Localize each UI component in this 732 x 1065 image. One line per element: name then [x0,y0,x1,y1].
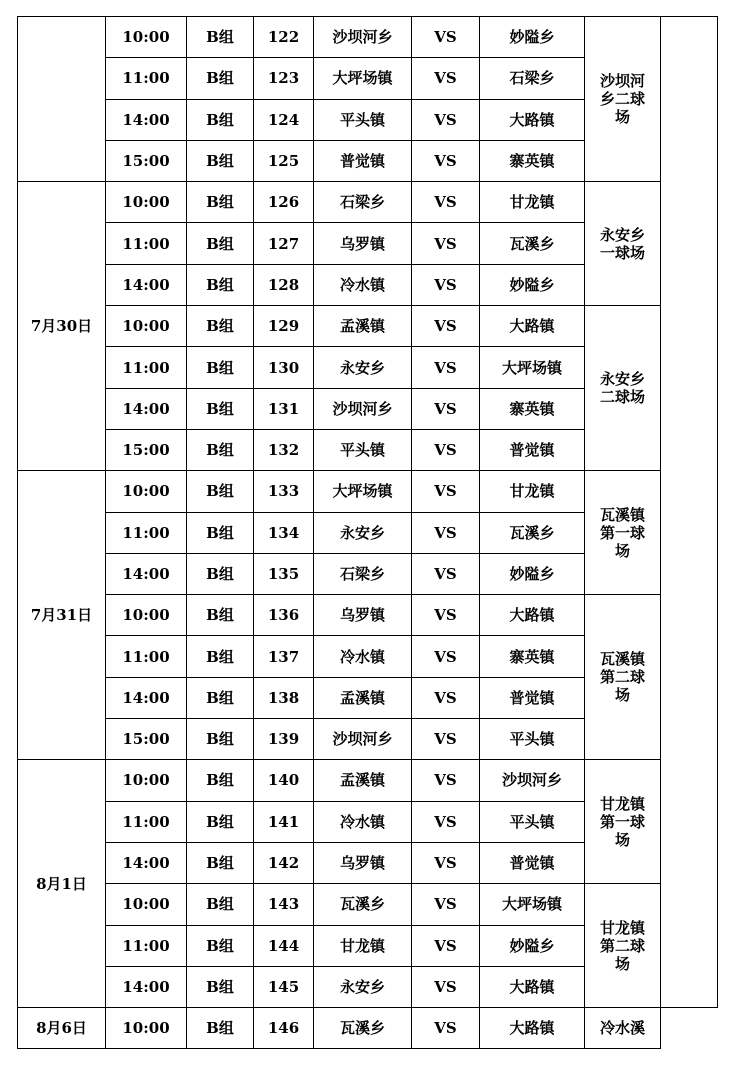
vs-label: VS [412,140,480,181]
match-number: 131 [254,388,314,429]
match-group: B组 [187,99,254,140]
match-number: 135 [254,553,314,594]
match-row [18,471,718,512]
match-time: 10:00 [106,595,187,636]
match-number: 130 [254,347,314,388]
vs-label: VS [412,512,480,553]
away-team: 大路镇 [480,595,585,636]
match-group: B组 [187,760,254,801]
home-team: 瓦溪乡 [314,884,412,925]
home-team: 平头镇 [314,429,412,470]
match-time: 10:00 [106,182,187,223]
match-time: 14:00 [106,553,187,594]
away-team: 大坪场镇 [480,884,585,925]
match-row [18,17,718,58]
match-time: 10:00 [106,471,187,512]
home-team: 石梁乡 [314,553,412,594]
match-group: B组 [187,347,254,388]
match-time: 11:00 [106,223,187,264]
match-row [18,760,718,801]
match-number: 144 [254,925,314,966]
match-time: 14:00 [106,99,187,140]
match-group: B组 [187,471,254,512]
match-group: B组 [187,182,254,223]
away-team: 普觉镇 [480,842,585,883]
match-number: 129 [254,306,314,347]
vs-label: VS [412,264,480,305]
home-team: 乌罗镇 [314,595,412,636]
away-team: 普觉镇 [480,677,585,718]
match-number: 143 [254,884,314,925]
vs-label: VS [412,636,480,677]
away-team: 妙隘乡 [480,925,585,966]
match-date: 8月6日 [18,1008,106,1049]
match-group: B组 [187,553,254,594]
home-team: 冷水镇 [314,264,412,305]
home-team: 永安乡 [314,512,412,553]
match-group: B组 [187,677,254,718]
vs-label: VS [412,925,480,966]
match-row [18,595,718,636]
match-time: 14:00 [106,842,187,883]
match-time: 14:00 [106,388,187,429]
match-date: 7月31日 [18,471,106,760]
home-team: 大坪场镇 [314,471,412,512]
venue-cell [585,306,661,471]
vs-label: VS [412,223,480,264]
vs-label: VS [412,677,480,718]
venue-cell [585,17,661,182]
match-date: 8月1日 [18,760,106,1008]
match-time: 11:00 [106,636,187,677]
match-number: 132 [254,429,314,470]
vs-label: VS [412,842,480,883]
match-group: B组 [187,595,254,636]
away-team: 普觉镇 [480,429,585,470]
away-team: 寨英镇 [480,388,585,429]
vs-label: VS [412,17,480,58]
match-group: B组 [187,719,254,760]
away-team: 妙隘乡 [480,17,585,58]
vs-label: VS [412,553,480,594]
vs-label: VS [412,347,480,388]
match-row [18,1008,718,1049]
home-team: 永安乡 [314,347,412,388]
match-time: 10:00 [106,306,187,347]
match-time: 15:00 [106,140,187,181]
vs-label: VS [412,1008,480,1049]
home-team: 石梁乡 [314,182,412,223]
match-number: 139 [254,719,314,760]
match-time: 14:00 [106,264,187,305]
home-team: 普觉镇 [314,140,412,181]
match-time: 15:00 [106,719,187,760]
vs-label: VS [412,99,480,140]
match-number: 138 [254,677,314,718]
away-team: 瓦溪乡 [480,512,585,553]
match-group: B组 [187,388,254,429]
away-team: 沙坝河乡 [480,760,585,801]
vs-label: VS [412,884,480,925]
vs-label: VS [412,471,480,512]
match-number: 125 [254,140,314,181]
away-team: 大路镇 [480,1008,585,1049]
home-team: 瓦溪乡 [314,1008,412,1049]
away-team: 平头镇 [480,801,585,842]
home-team: 大坪场镇 [314,58,412,99]
away-team: 大路镇 [480,99,585,140]
vs-label: VS [412,306,480,347]
vs-label: VS [412,719,480,760]
venue-name: 甘龙镇第一球场 [599,794,645,849]
venue-name: 瓦溪镇第一球场 [599,505,645,560]
match-time: 14:00 [106,677,187,718]
away-team: 石梁乡 [480,58,585,99]
vs-label: VS [412,760,480,801]
match-group: B组 [187,966,254,1007]
vs-label: VS [412,429,480,470]
match-number: 142 [254,842,314,883]
match-time: 14:00 [106,966,187,1007]
away-team: 大路镇 [480,306,585,347]
match-group: B组 [187,1008,254,1049]
venue-cell [585,471,661,595]
home-team: 沙坝河乡 [314,719,412,760]
match-group: B组 [187,512,254,553]
match-number: 124 [254,99,314,140]
match-group: B组 [187,223,254,264]
home-team: 乌罗镇 [314,842,412,883]
away-team: 大路镇 [480,966,585,1007]
match-time: 10:00 [106,884,187,925]
match-number: 126 [254,182,314,223]
home-team: 沙坝河乡 [314,17,412,58]
home-team: 平头镇 [314,99,412,140]
home-team: 冷水镇 [314,636,412,677]
match-group: B组 [187,140,254,181]
match-group: B组 [187,429,254,470]
match-time: 11:00 [106,58,187,99]
venue-name: 永安乡二球场 [599,370,645,407]
away-team: 甘龙镇 [480,182,585,223]
away-team: 大坪场镇 [480,347,585,388]
venue-name: 沙坝河乡二球场 [599,72,645,127]
match-schedule-table [17,16,718,1049]
venue-name: 冷水溪 [599,1019,645,1038]
match-time: 15:00 [106,429,187,470]
home-team: 甘龙镇 [314,925,412,966]
match-time: 11:00 [106,512,187,553]
vs-label: VS [412,58,480,99]
home-team: 孟溪镇 [314,306,412,347]
match-time: 10:00 [106,760,187,801]
match-number: 136 [254,595,314,636]
match-number: 141 [254,801,314,842]
match-date [18,17,106,182]
home-team: 孟溪镇 [314,760,412,801]
home-team: 冷水镇 [314,801,412,842]
match-row [18,306,718,347]
match-number: 123 [254,58,314,99]
match-time: 11:00 [106,925,187,966]
venue-cell [585,1008,661,1049]
match-number: 128 [254,264,314,305]
match-row [18,182,718,223]
match-group: B组 [187,58,254,99]
away-team: 平头镇 [480,719,585,760]
venue-cell [585,884,661,1008]
notes-column [661,17,718,1008]
match-group: B组 [187,884,254,925]
away-team: 妙隘乡 [480,264,585,305]
match-time: 11:00 [106,347,187,388]
match-number: 137 [254,636,314,677]
home-team: 孟溪镇 [314,677,412,718]
match-group: B组 [187,842,254,883]
vs-label: VS [412,182,480,223]
match-number: 146 [254,1008,314,1049]
venue-cell [585,182,661,306]
venue-name: 瓦溪镇第二球场 [599,650,645,705]
venue-name: 甘龙镇第二球场 [599,918,645,973]
home-team: 乌罗镇 [314,223,412,264]
vs-label: VS [412,966,480,1007]
match-group: B组 [187,925,254,966]
vs-label: VS [412,595,480,636]
home-team: 永安乡 [314,966,412,1007]
match-group: B组 [187,801,254,842]
vs-label: VS [412,801,480,842]
away-team: 妙隘乡 [480,553,585,594]
venue-cell [585,595,661,760]
match-number: 127 [254,223,314,264]
venue-name: 永安乡一球场 [599,225,645,262]
match-group: B组 [187,17,254,58]
away-team: 寨英镇 [480,140,585,181]
match-time: 11:00 [106,801,187,842]
match-group: B组 [187,264,254,305]
match-date: 7月30日 [18,182,106,471]
match-number: 134 [254,512,314,553]
vs-label: VS [412,388,480,429]
match-time: 10:00 [106,17,187,58]
match-number: 145 [254,966,314,1007]
home-team: 沙坝河乡 [314,388,412,429]
away-team: 瓦溪乡 [480,223,585,264]
match-group: B组 [187,636,254,677]
schedule-body [18,17,718,1049]
match-group: B组 [187,306,254,347]
venue-cell [585,760,661,884]
away-team: 寨英镇 [480,636,585,677]
away-team: 甘龙镇 [480,471,585,512]
match-time: 10:00 [106,1008,187,1049]
match-number: 140 [254,760,314,801]
match-number: 122 [254,17,314,58]
match-number: 133 [254,471,314,512]
match-row [18,884,718,925]
